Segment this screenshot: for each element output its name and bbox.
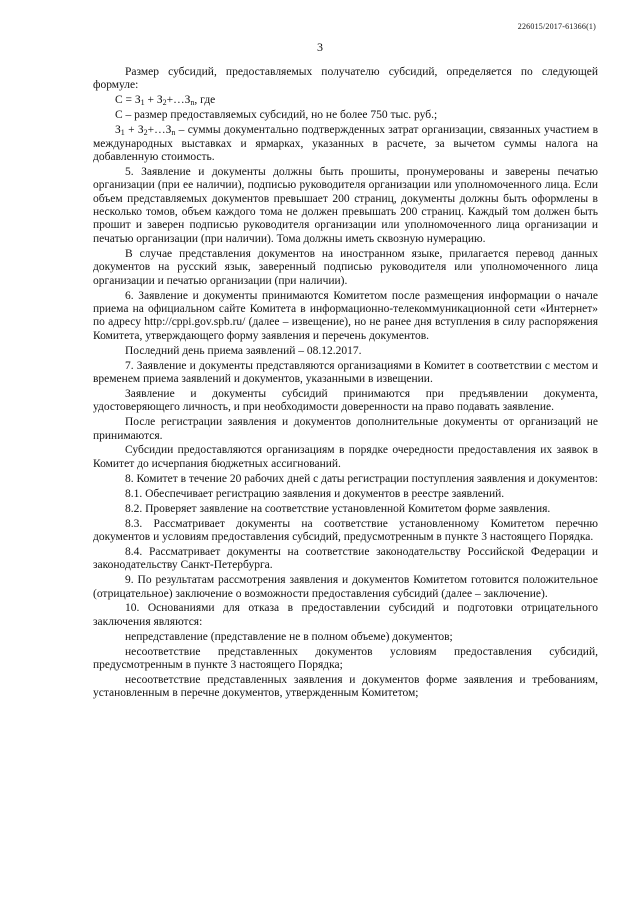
paragraph-foreign-language: В случае представления документов на иностранном языке, прилагается перевод данных документов на русский язык, заверенный подписью руководителя или уполномоченного лица организации и печатью организации (при наличии). (93, 247, 598, 287)
refusal-ground-3: несоответствие представленных заявления и документов форме заявления и требованиям, установленным в перечне документов, утвержденным Комитетом; (93, 673, 598, 700)
paragraph-7: 7. Заявление и документы представляются организациями в Комитет в соответствии с местом и временем приема заявлений и документов, указанными в извещении. (93, 359, 598, 385)
refusal-ground-2: несоответствие представленных документов условиям предоставления субсидий, предусмотренным в пункте 3 настоящего Порядка; (93, 645, 598, 672)
paragraph-5: 5. Заявление и документы должны быть прошиты, пронумерованы и заверены печатью организации (при ее наличии), подписью руководителя организации или уполномоченного лица. Если объем представляемых документов превышает 200 страниц, документы должны быть оформлены в несколько томов, объем каждого тома не должен превышать 200 страниц. Каждый том должен быть прошит и заверен подписью руководителя организации или уполномоченного лица организации и печатью организации (при наличии). Тома должны иметь сквозную нумерацию. (93, 165, 598, 245)
formula-line: $С = З_1$ + $З_2+\dots З_n$, где (115, 94, 216, 108)
paragraph-order: Субсидии предоставляются организациям в порядке очередности предоставления их заявок в Комитет до исчерпания бюджетных ассигнований. (93, 444, 598, 470)
paragraph-8-3: 8.3. Рассматривает документы на соответствие установленному Комитетом перечню документов и условиям предоставления субсидий, предусмотренным в пункте 3 настоящего Порядка. (93, 517, 598, 543)
formula-c-definition: С – размер предоставляемых субсидий, но не более 750 тыс. руб.; (115, 109, 438, 122)
paragraph-8: 8. Комитет в течение 20 рабочих дней с даты регистрации поступления заявления и документов: (125, 472, 598, 485)
paragraph-9: 9. По результатам рассмотрения заявления и документов Комитетом готовится положительное (отрицательное) заключение о возможности предоставления субсидий (далее – заключение). (93, 574, 598, 600)
page-number: 3 (317, 40, 323, 54)
paragraph-identity: Заявление и документы субсидий принимаются при предъявлении документа, удостоверяющего личность, и при необходимости доверенности на право подавать заявление. (93, 387, 598, 414)
paragraph-8-2: 8.2. Проверяет заявление на соответствие установленной Комитетом форме заявления. (125, 502, 551, 515)
paragraph-last-day: Последний день приема заявлений – 08.12.2017. (125, 344, 362, 357)
paragraph-10: 10. Основаниями для отказа в предоставлении субсидий и подготовки отрицательного заключения являются: (93, 602, 598, 628)
paragraph-after-registration: После регистрации заявления и документов дополнительные документы от организаций не принимаются. (93, 416, 598, 442)
paragraph-8-4: 8.4. Рассматривает документы на соответствие законодательству Российской Федерации и законодательству Санкт-Петербурга. (93, 545, 598, 572)
document-body (93, 66, 598, 702)
paragraph-8-1: 8.1. Обеспечивает регистрацию заявления и документов в реестре заявлений. (125, 487, 505, 500)
formula-z-definition: $З_1$ + $З_2+\dots З_n$ – суммы документально подтвержденных затрат организации, связанных участием в международных выставках и ярмарках, указанных в расчете, за вычетом суммы налога на добавленную стоимость. (93, 124, 599, 163)
document-id: 226015/2017-61366(1) (517, 22, 596, 31)
refusal-ground-1: непредставление (представление не в полном объеме) документов; (125, 630, 453, 643)
intro-paragraph: Размер субсидий, предоставляемых получателю субсидий, определяется по следующей формуле: (93, 66, 598, 92)
paragraph-6: 6. Заявление и документы принимаются Комитетом после размещения информации о начале приема на официальном сайте Комитета в информационно-телекоммуникационной сети «Интернет» по адресу http://cppi.gov.spb.ru/ (далее – извещение), но не ранее дня вступления в силу распоряжения Комитета, утверждающего форму заявления и перечень документов. (93, 289, 598, 342)
